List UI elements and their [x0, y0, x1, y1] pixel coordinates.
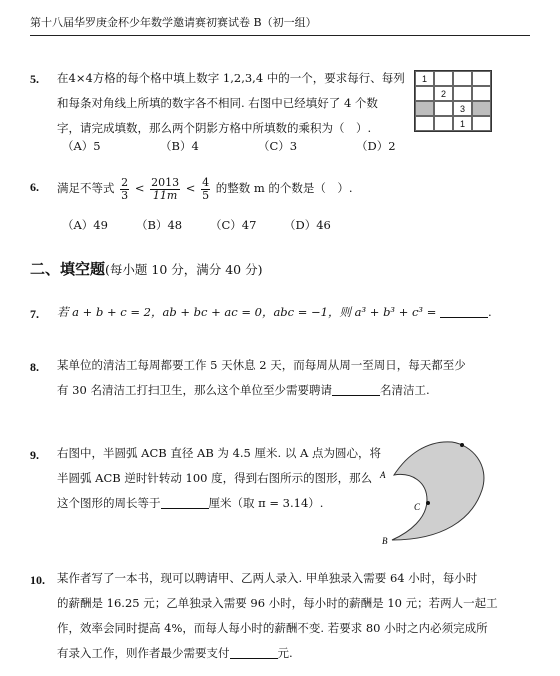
q10-number: 10. — [30, 573, 45, 587]
grid-cell — [472, 116, 491, 131]
q9-text — [57, 441, 381, 516]
q8-number: 8. — [30, 360, 39, 374]
grid-cell — [415, 116, 434, 131]
q6-frac-2 — [150, 177, 180, 202]
q7-text — [57, 300, 492, 325]
q8-line-1: 某单位的清洁工每周都要工作 5 天休息 2 天，而每周从周一至周日，每天都至少 — [57, 358, 466, 372]
q8-text — [57, 353, 466, 403]
q9-line-2: 半圆弧 ACB 逆时针转动 100 度，得到右图所示的图形，那么 — [57, 471, 373, 485]
q5-number: 5. — [30, 72, 39, 86]
grid-cell — [434, 101, 453, 116]
grid-cell — [434, 71, 453, 86]
q6-text — [57, 172, 353, 204]
grid-cell: 2 — [434, 86, 453, 101]
q6-number: 6. — [30, 180, 39, 194]
page-header: 第十八届华罗庚金杯少年数学邀请赛初赛试卷 B（初一组） — [30, 14, 530, 36]
grid-cell: 1 — [453, 116, 472, 131]
q6-lt-2: < — [185, 181, 196, 195]
q6-frac-1-den: 3 — [121, 188, 129, 202]
q10-line-4-before: 有录入工作，则作者最少需要支付 — [57, 646, 230, 660]
q7-period: . — [488, 305, 492, 319]
q5-text — [57, 66, 405, 141]
grid-cell — [453, 71, 472, 86]
q10-answer-blank[interactable] — [230, 646, 278, 659]
q9-line-1: 右图中，半圆弧 ACB 直径 AB 为 4.5 厘米. 以 A 点为圆心，将 — [57, 446, 381, 460]
q6-option-b: （B）48 — [136, 218, 183, 232]
q8-line-2-before: 有 30 名清洁工打扫卫生，那么这个单位至少需要聘请 — [57, 383, 332, 397]
grid-cell — [415, 101, 434, 116]
q7-equation: 若 a + b + c = 2，ab + bc + ac = 0，abc = −1，则 a³ + b³ + c³ = — [57, 305, 437, 319]
q9-point-c — [426, 501, 430, 505]
grid-cell — [472, 101, 491, 116]
grid-cell — [472, 86, 491, 101]
q6-options — [62, 217, 331, 233]
q10-line-2: 的薪酬是 16.25 元；乙单独录入需要 96 小时，每小时的薪酬是 10 元；若两人一起工 — [57, 596, 498, 610]
q6-frac-3-num: 4 — [202, 175, 210, 189]
q9-label-c: C — [414, 502, 421, 512]
q8-line-2 — [57, 378, 466, 403]
q10-text — [57, 566, 498, 666]
q6-frac-1-num: 2 — [121, 175, 129, 189]
q10-line-3: 作，效率会同时提高 4%，而每人每小时的薪酬不变. 若要求 80 小时之内必须完成所 — [57, 621, 488, 635]
q9-shape — [392, 442, 484, 540]
q5-line-3: 字，请完成填数，那么两个阴影方格中所填数的乘积为（ ）. — [57, 121, 372, 135]
q9-line-3-before: 这个图形的周长等于 — [57, 496, 161, 510]
grid-cell — [415, 86, 434, 101]
grid-cell: 1 — [415, 71, 434, 86]
q8-answer-blank[interactable] — [332, 383, 380, 396]
q6-frac-3 — [201, 177, 210, 202]
q5-option-a: （A）5 — [62, 139, 101, 153]
q9-point-top — [460, 443, 464, 447]
section-2-heading — [30, 258, 262, 279]
q9-label-a: A — [380, 470, 386, 480]
q5-line-2: 和每条对角线上所填的数字各不相同. 右图中已经填好了 4 个数 — [57, 96, 378, 110]
q6-option-c: （C）47 — [210, 218, 257, 232]
grid-cell — [434, 116, 453, 131]
q7-answer-blank[interactable] — [440, 305, 488, 318]
q9-number: 9. — [30, 448, 39, 462]
q10-line-4-after: 元. — [277, 646, 293, 660]
q9-label-b: B — [382, 536, 388, 546]
section-2-title: 二、填空题 — [30, 260, 106, 278]
q9-answer-blank[interactable] — [161, 496, 209, 509]
grid-cell: 3 — [453, 101, 472, 116]
q6-frac-3-den: 5 — [202, 188, 210, 202]
grid-cell — [453, 86, 472, 101]
q6-option-a: （A）49 — [62, 218, 108, 232]
q10-line-1: 某作者写了一本书，现可以聘请甲、乙两人录入. 甲单独录入需要 64 小时，每小时 — [57, 571, 478, 585]
q6-frac-2-num: 2013 — [151, 175, 180, 189]
q6-prefix: 满足不等式 — [57, 181, 115, 195]
grid-cell — [472, 71, 491, 86]
q5-grid — [414, 70, 492, 132]
q5-option-c: （C）3 — [258, 139, 298, 153]
q5-option-b: （B）4 — [160, 139, 199, 153]
q9-figure — [372, 420, 522, 550]
q5-options — [62, 138, 396, 154]
q5-option-d: （D）2 — [356, 139, 396, 153]
q10-line-4 — [57, 641, 498, 666]
q6-suffix: 的整数 m 的个数是（ ）. — [215, 181, 353, 195]
q9-line-3 — [57, 491, 381, 516]
q9-line-3-after: 厘米（取 π = 3.14）. — [208, 496, 324, 510]
q6-frac-2-den: 11m — [152, 188, 178, 202]
q5-line-1: 在4×4方格的每个格中填上数字 1,2,3,4 中的一个，要求每行、每列 — [57, 71, 405, 85]
q6-option-d: （D）46 — [284, 218, 331, 232]
q6-frac-1 — [120, 177, 129, 202]
q7-number: 7. — [30, 307, 39, 321]
q6-lt-1: < — [134, 181, 145, 195]
q8-line-2-after: 名清洁工. — [379, 383, 430, 397]
section-2-note: (每小题 10 分，满分 40 分) — [105, 262, 263, 277]
